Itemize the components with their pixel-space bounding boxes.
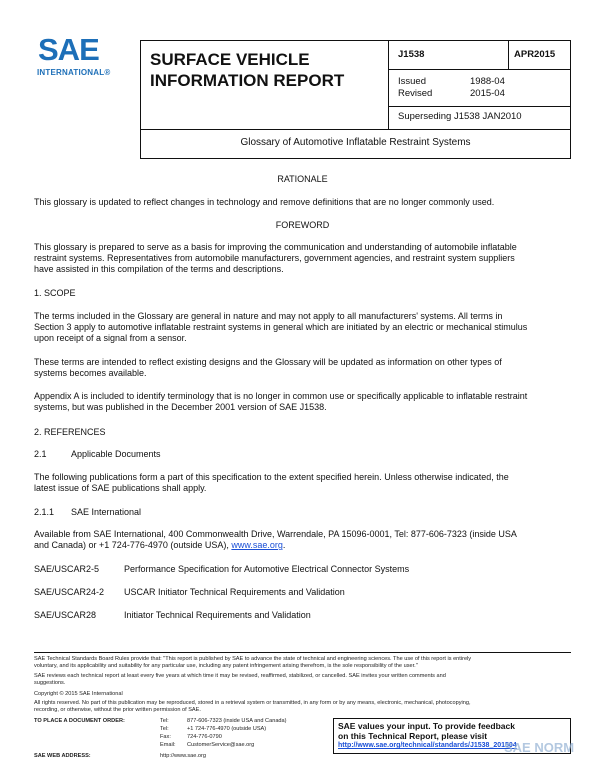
references-heading: 2. REFERENCES [34, 427, 106, 437]
issued-value: 1988-04 [470, 76, 505, 87]
scope-paragraph-2 [34, 357, 502, 379]
email-label: Email: [160, 742, 176, 748]
tel2-label: Tel: [160, 726, 169, 732]
tel-label: Tel: [160, 718, 169, 724]
scope-line: The terms included in the Glossary are general in nature and may not apply to all manufacturers' systems. All terms in [34, 311, 503, 321]
footer-line: suggestions. [34, 680, 66, 686]
report-type-line2: INFORMATION REPORT [150, 71, 345, 90]
scope-line: upon receipt of a signal from a sensor. [34, 333, 187, 343]
doc-date: APR2015 [514, 49, 556, 60]
applicable-number: 2.1 [34, 449, 47, 459]
rationale-heading: RATIONALE [277, 174, 328, 184]
available-line: Available from SAE International, 400 Commonwealth Drive, Warrendale, PA 15096-0001, Tel: 877-606-7323 (inside USA [34, 529, 517, 539]
reference-title: Initiator Technical Requirements and Validation [124, 610, 311, 620]
tel-value: 877-606-7323 (inside USA and Canada) [187, 718, 287, 724]
reference-title: Performance Specification for Automotive Electrical Connector Systems [124, 564, 410, 574]
footer-line: recording, or otherwise, without the prior written permission of SAE. [34, 707, 201, 713]
scope-line: Section 3 apply to automotive inflatable restraint systems in general which are initiated by an electric or mechanical stimulus [34, 322, 528, 332]
footer-legal-1 [34, 656, 574, 670]
applicable-line: latest issue of SAE publications shall apply. [34, 483, 207, 493]
footer-legal-2 [34, 673, 574, 687]
reference-code: SAE/USCAR2-5 [34, 564, 100, 574]
applicable-title: Applicable Documents [71, 449, 161, 459]
tel2-value: +1 724-776-4970 (outside USA) [187, 726, 267, 732]
issued-label: Issued [398, 76, 426, 87]
applicable-line: The following publications form a part of this specification to the extent specified herein. Unless otherwise indicated, the [34, 472, 509, 482]
scope-line: systems becomes available. [34, 368, 147, 378]
fax-label: Fax: [160, 734, 171, 740]
web-label: SAE WEB ADDRESS: [34, 753, 91, 759]
fax-value: 724-776-0790 [187, 734, 222, 740]
web-value[interactable]: http://www.sae.org [160, 753, 207, 759]
footer-legal-3 [34, 700, 574, 714]
footer-line: All rights reserved. No part of this publication may be reproduced, stored in a retrieval system or transmitted, in any form or by any means, electronic, mechanical, photocopying, [34, 700, 471, 706]
watermark: SAE NORM [504, 740, 575, 755]
foreword-paragraph [34, 242, 517, 275]
footer-divider [34, 652, 571, 653]
scope-line: systems, but was published in the December 2001 version of SAE J1538. [34, 402, 327, 412]
footer-line: SAE reviews each technical report at least every five years at which time it may be revised, reaffirmed, stabilized, or cancelled. SAE invites your written comments and [34, 673, 446, 679]
scope-heading: 1. SCOPE [34, 288, 76, 298]
report-type-title [150, 49, 344, 91]
revised-value: 2015-04 [470, 88, 505, 99]
rationale-text: This glossary is updated to reflect changes in technology and remove definitions that are no longer commonly used. [34, 197, 495, 207]
foreword-heading: FOREWORD [275, 220, 330, 230]
available-line [34, 540, 517, 551]
feedback-line: SAE values your input. To provide feedback [338, 721, 515, 731]
available-period: . [282, 540, 286, 550]
reference-code: SAE/USCAR24-2 [34, 587, 105, 597]
available-paragraph [34, 529, 517, 551]
foreword-line: have assisted in this compilation of the terms and descriptions. [34, 264, 284, 274]
superseding-text: Superseding J1538 JAN2010 [398, 111, 522, 122]
available-text: and Canada) or +1 724-776-4970 (outside USA), [34, 540, 232, 550]
scope-paragraph-1 [34, 311, 527, 344]
feedback-line: on this Technical Report, please visit [338, 731, 488, 741]
doc-id: J1538 [398, 49, 425, 60]
reference-code: SAE/USCAR28 [34, 610, 97, 620]
revised-label: Revised [398, 88, 433, 99]
foreword-line: This glossary is prepared to serve as a basis for improving the communication and understanding of automobile inflatable [34, 242, 517, 252]
scope-line: These terms are intended to reflect existing designs and the Glossary will be updated as information on other types of [34, 357, 502, 367]
report-type-line1: SURFACE VEHICLE [150, 50, 310, 69]
feedback-text [338, 721, 515, 741]
feedback-link[interactable]: http://www.sae.org/technical/standards/J1538_201504 [338, 742, 517, 749]
doc-title: Glossary of Automotive Inflatable Restraint Systems [240, 137, 471, 148]
email-value: CustomerService@sae.org [187, 742, 255, 748]
copyright: Copyright © 2015 SAE International [34, 691, 123, 697]
footer-line: voluntary, and its applicability and suitability for any particular use, including any patent infringement arising therefrom, is the sole responsibility of the user." [34, 663, 418, 669]
sae-logo: SAE [38, 32, 99, 67]
foreword-line: restraint systems. Representatives from automobile manufacturers, government agencies, and restraint system suppliers [34, 253, 515, 263]
reference-title: USCAR Initiator Technical Requirements and Validation [124, 587, 345, 597]
sae-website-link[interactable]: www.sae.org [231, 540, 283, 550]
sae-intl-number: 2.1.1 [34, 507, 55, 517]
applicable-paragraph [34, 472, 509, 494]
scope-paragraph-3 [34, 391, 527, 413]
sae-logo-subtitle: INTERNATIONAL® [37, 68, 111, 77]
footer-line: SAE Technical Standards Board Rules provide that: "This report is published by SAE to advance the state of technical and engineering sciences. The use of this report is entirely [34, 656, 472, 662]
order-label: TO PLACE A DOCUMENT ORDER: [34, 718, 125, 724]
sae-intl-title: SAE International [71, 507, 142, 517]
scope-line: Appendix A is included to identify terminology that is no longer in common use or specifically applicable to inflatable restraint [34, 391, 528, 401]
